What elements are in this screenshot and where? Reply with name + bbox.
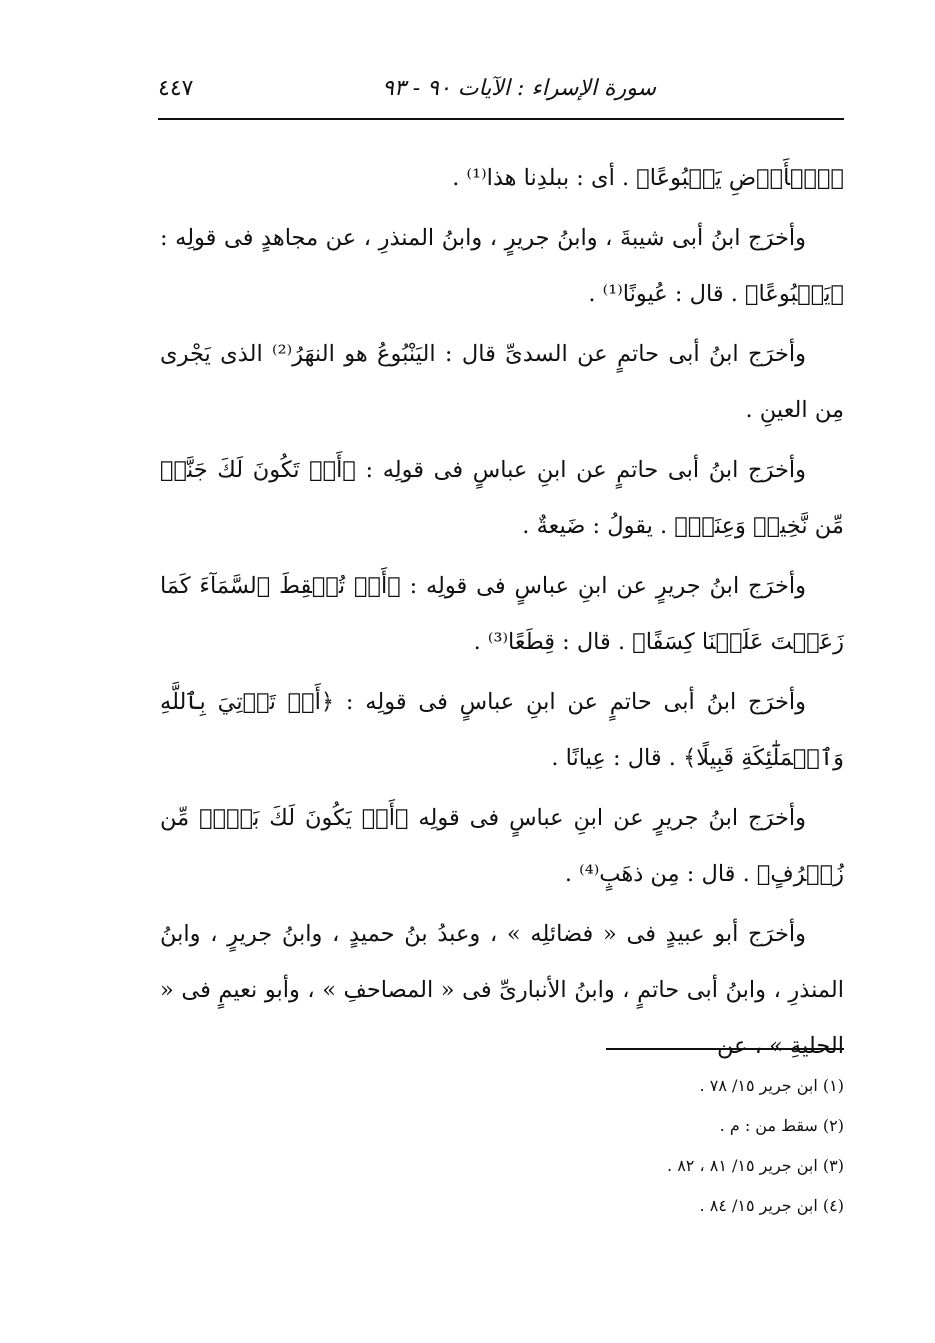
page-header [158, 70, 844, 116]
footnotes [560, 1066, 844, 1226]
paragraph: وأخرَج أبو عبيدٍ فى « فضائلِه » ، وعبدُ بنُ حميدٍ ، وابنُ جريرٍ ، وابنُ المنذرِ ، وابنُ أبى حاتمٍ ، وابنُ الأنبارىِّ فى « المصاحفِ » ، وأبو نعيمٍ فى « الحليةِ » ، عن [160, 921, 844, 1059]
main-text [160, 150, 844, 1078]
paragraph: وأخرَج ابنُ أبى حاتمٍ عن ابنِ عباسٍ فى قولِه : ﴿أَوۡ تَكُونَ لَكَ جَنَّةٞ مِّن نَّخِيلٖ وَعِنَبٖ﴾ . يقولُ : ضَيعةٌ . [160, 457, 844, 539]
footnote-rule [606, 1048, 844, 1050]
page-number: ٤٤٧ [158, 76, 194, 101]
paragraph: وأخرَج ابنُ جريرٍ عن ابنِ عباسٍ فى قولِه ﴿أَوۡ يَكُونَ لَكَ بَيۡتٞ مِّن زُخۡرُفٍ﴾ . قال : مِن ذهَبٍ⁽⁴⁾ . [160, 805, 844, 887]
paragraph: وأخرَج ابنُ أبى شيبةَ ، وابنُ جريرٍ ، وابنُ المنذرِ ، عن مجاهدٍ فى قولِه : ﴿يَنۢبُوعًا﴾ . قال : عُيونًا⁽¹⁾ . [160, 225, 844, 307]
paragraph: وأخرَج ابنُ جريرٍ عن ابنِ عباسٍ فى قولِه : ﴿أَوۡ تُسۡقِطَ ٱلسَّمَآءَ كَمَا زَعَمۡتَ عَلَيۡنَا كِسَفًا﴾ . قال : قِطَعًا⁽³⁾ . [160, 573, 844, 655]
paragraph: وأخرَج ابنُ أبى حاتمٍ عن ابنِ عباسٍ فى قولِه : ﴿أَوۡ تَأۡتِيَ بِٱللَّهِ وَٱلۡمَلَٰٓئِكَةِ قَبِيلًا﴾ . قال : عِيانًا . [160, 689, 844, 771]
footnote: (١) ابن جرير ١٥/ ٧٨ . [699, 1076, 844, 1095]
running-title: سورة الإسراء : الآيات ٩٠ - ٩٣ [382, 76, 656, 101]
footnote: (٤) ابن جرير ١٥/ ٨٤ . [699, 1196, 844, 1215]
footnote: (٣) ابن جرير ١٥/ ٨١ ، ٨٢ . [667, 1156, 844, 1175]
paragraph: وأخرَج ابنُ أبى حاتمٍ عن السدىِّ قال : اليَنْبُوعُ هو النهَرُ⁽²⁾ الذى يَجْرى مِن العينِ . [160, 341, 844, 423]
header-rule [158, 118, 844, 120]
footnote: (٢) سقط من : م . [719, 1116, 844, 1135]
paragraph: ﴿ٱلۡأَرۡضِ يَنۢبُوعًا﴾ . أى : ببلدِنا هذا⁽¹⁾ . [452, 165, 844, 191]
